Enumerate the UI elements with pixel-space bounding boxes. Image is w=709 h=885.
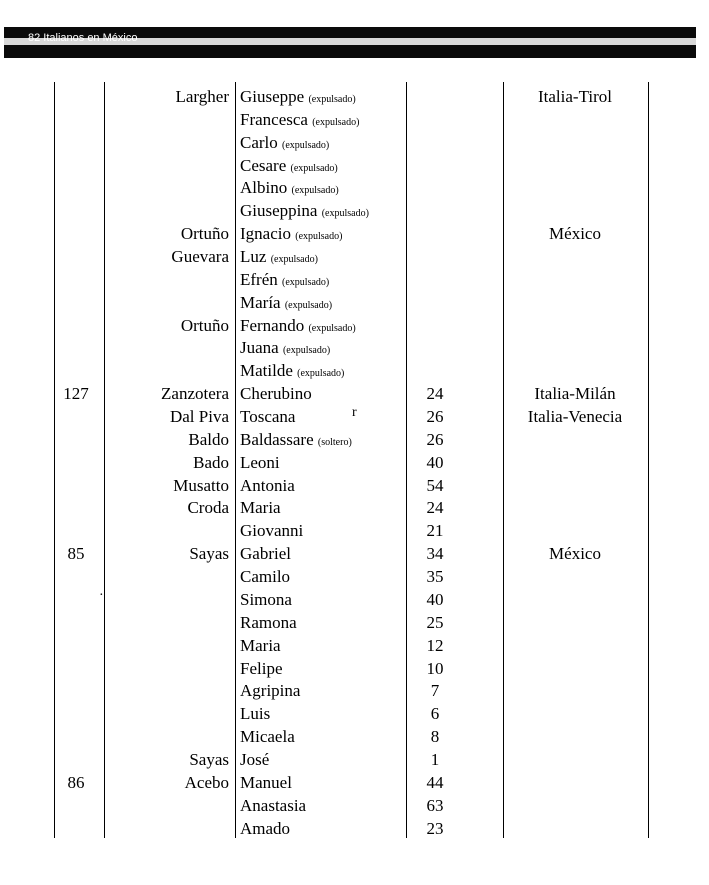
- age-cell: 35: [426, 567, 444, 586]
- note-label: (expulsado): [321, 208, 369, 219]
- given-name-cell: Amado: [240, 819, 291, 838]
- age-cell: 24: [426, 498, 444, 517]
- age-cell: 21: [426, 521, 444, 540]
- column-rule-left: [54, 82, 55, 838]
- given-name-cell: Leoni: [240, 453, 280, 472]
- note-label: (expulsado): [297, 368, 345, 379]
- surname-cell: Musatto: [173, 476, 229, 495]
- given-name-cell: Maria: [240, 498, 281, 517]
- age-cell: 12: [426, 636, 444, 655]
- age-cell: 10: [426, 659, 444, 678]
- note-label: (expulsado): [284, 300, 333, 311]
- given-name-cell: Baldassare (soltero): [240, 430, 352, 449]
- given-name-cell: Francesca (expulsado): [240, 110, 360, 129]
- surname-cell: Guevara: [171, 247, 229, 266]
- record-number: 86: [67, 773, 85, 792]
- surname-cell: Ortuño: [180, 224, 229, 243]
- note-label: (expulsado): [270, 254, 318, 265]
- given-name-cell: Giuseppe (expulsado): [240, 87, 356, 106]
- given-name-cell: José: [240, 750, 270, 769]
- age-cell: 24: [426, 384, 444, 403]
- age-cell: 63: [426, 796, 444, 815]
- age-cell: 26: [426, 430, 444, 449]
- origin-cell: Italia-Milán: [534, 384, 616, 403]
- note-label: (expulsado): [308, 94, 356, 105]
- record-number: 127: [63, 384, 89, 403]
- given-name-cell: Albino (expulsado): [240, 178, 339, 197]
- given-name-cell: Agripina: [240, 681, 301, 700]
- surname-cell: Zanzotera: [161, 384, 229, 403]
- stray-dot: ·: [99, 588, 104, 603]
- column-rule-5: [503, 82, 504, 838]
- age-cell: 40: [426, 453, 444, 472]
- given-name-cell: María (expulsado): [240, 293, 333, 312]
- origin-cell: Italia-Tirol: [538, 87, 612, 106]
- given-name-cell: Antonia: [240, 476, 295, 495]
- note-label: (expulsado): [290, 163, 338, 174]
- note-label: (expulsado): [291, 185, 339, 196]
- note-label: (expulsado): [282, 140, 330, 151]
- given-name-cell: Carlo (expulsado): [240, 133, 330, 152]
- age-cell: 7: [430, 681, 440, 700]
- given-name-cell: Manuel: [240, 773, 292, 792]
- given-name-cell: Giuseppina (expulsado): [240, 201, 369, 220]
- origin-cell: México: [549, 224, 601, 243]
- page-header: 82 Italianos en México: [28, 32, 138, 44]
- column-rule-3: [235, 82, 236, 838]
- note-label: (expulsado): [308, 323, 356, 334]
- age-cell: 25: [426, 613, 444, 632]
- surname-cell: Sayas: [189, 544, 229, 563]
- given-name-cell: Camilo: [240, 567, 291, 586]
- origin-cell: Italia-Venecia: [527, 407, 623, 426]
- age-cell: 44: [426, 773, 444, 792]
- given-name-cell: Gabriel: [240, 544, 291, 563]
- given-name-cell: Toscana: [240, 407, 296, 426]
- given-name-cell: Felipe: [240, 659, 283, 678]
- given-name-cell: Micaela: [240, 727, 295, 746]
- note-label: (expulsado): [282, 277, 330, 288]
- stray-mark: r: [352, 405, 357, 420]
- given-name-cell: Anastasia: [240, 796, 307, 815]
- given-name-cell: Luis: [240, 704, 271, 723]
- given-name-cell: Luz (expulsado): [240, 247, 318, 266]
- note-label: (soltero): [317, 437, 352, 448]
- surname-cell: Baldo: [188, 430, 229, 449]
- note-label: (expulsado): [295, 231, 343, 242]
- surname-cell: Largher: [175, 87, 229, 106]
- given-name-cell: Fernando (expulsado): [240, 316, 356, 335]
- surname-cell: Croda: [187, 498, 229, 517]
- given-name-cell: Ramona: [240, 613, 297, 632]
- surname-cell: Ortuño: [180, 316, 229, 335]
- column-rule-right: [648, 82, 649, 838]
- age-cell: 6: [430, 704, 440, 723]
- note-label: (expulsado): [282, 345, 331, 356]
- given-name-cell: Matilde (expulsado): [240, 361, 345, 380]
- age-cell: 40: [426, 590, 444, 609]
- given-name-cell: Juana (expulsado): [240, 338, 331, 357]
- surname-cell: Dal Piva: [169, 407, 229, 426]
- surname-cell: Acebo: [184, 773, 229, 792]
- record-number: 85: [67, 544, 85, 563]
- given-name-cell: Cherubino: [240, 384, 312, 403]
- column-rule-2: [104, 82, 105, 838]
- age-cell: 1: [430, 750, 440, 769]
- origin-cell: México: [549, 544, 601, 563]
- given-name-cell: Giovanni: [240, 521, 304, 540]
- given-name-cell: Ignacio (expulsado): [240, 224, 343, 243]
- age-cell: 54: [426, 476, 444, 495]
- given-name-cell: Simona: [240, 590, 292, 609]
- age-cell: 23: [426, 819, 444, 838]
- surname-cell: Sayas: [189, 750, 229, 769]
- surname-cell: Bado: [193, 453, 229, 472]
- given-name-cell: Maria: [240, 636, 281, 655]
- age-cell: 26: [426, 407, 444, 426]
- note-label: (expulsado): [312, 117, 360, 128]
- age-cell: 34: [426, 544, 444, 563]
- given-name-cell: Cesare (expulsado): [240, 156, 338, 175]
- given-name-cell: Efrén (expulsado): [240, 270, 330, 289]
- age-cell: 8: [430, 727, 440, 746]
